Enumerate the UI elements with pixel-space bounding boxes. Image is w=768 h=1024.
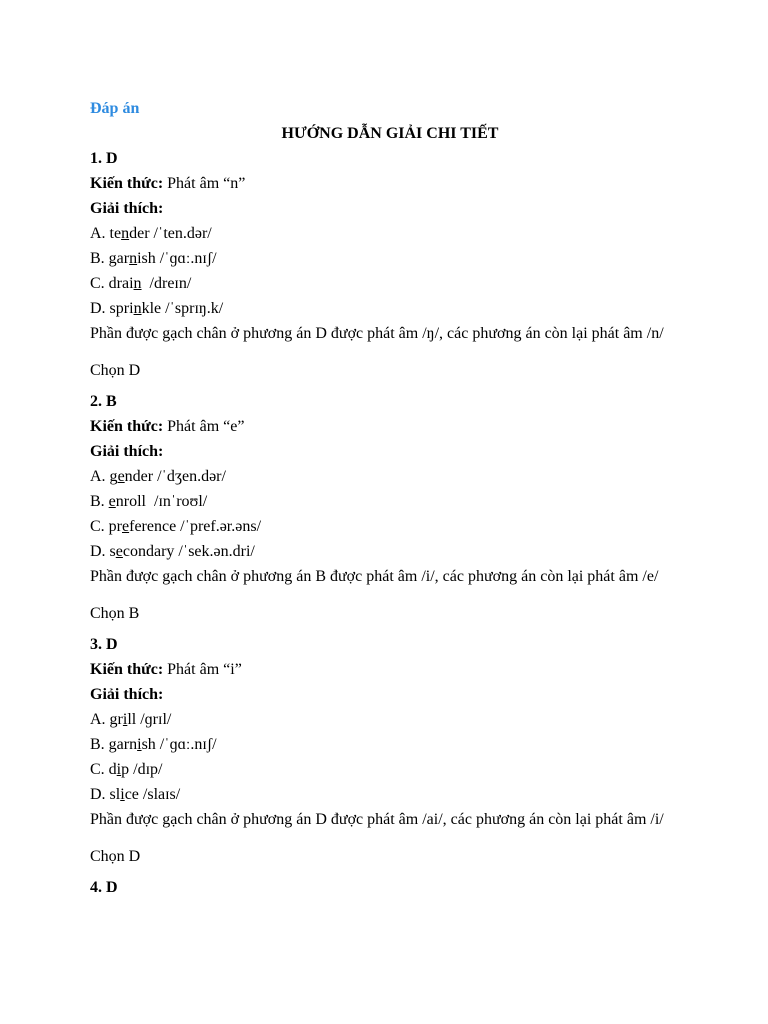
option-text: C. drai [90, 275, 134, 292]
underlined-letter: i [116, 761, 122, 778]
option-text: C. pr [90, 518, 122, 535]
option-d [90, 782, 690, 807]
option-text: /dreɪn/ [141, 275, 192, 292]
option-text: nroll /ɪnˈroʊl/ [115, 493, 208, 510]
option-text: ce /slaɪs/ [124, 786, 181, 803]
option-text: ference /ˈpref.ər.əns/ [129, 518, 262, 535]
option-a [90, 221, 690, 246]
underlined-letter: n [121, 225, 130, 242]
knowledge-label: Kiến thức: [90, 175, 164, 192]
option-text: sh /ˈɡɑː.nɪʃ/ [141, 736, 217, 753]
option-text: condary /ˈsek.ən.dri/ [122, 543, 255, 560]
conclusion-text: Phần được gạch chân ở phương án B được phát âm /i/, các phương án còn lại phát âm /e/ [90, 568, 659, 585]
option-text: A. gr [90, 711, 123, 728]
option-text: kle /ˈsprɪŋ.k/ [141, 300, 224, 317]
underlined-letter: i [120, 786, 125, 803]
conclusion-text: Phần được gạch chân ở phương án D được phát âm /ŋ/, các phương án còn lại phát âm /n/ [90, 325, 664, 342]
question-block-3 [90, 632, 690, 875]
option-text: A. te [90, 225, 122, 242]
option-text: D. s [90, 543, 116, 560]
knowledge-text: Phát âm “i” [163, 661, 242, 678]
underlined-letter: i [122, 711, 128, 728]
option-text: B. gar [90, 250, 130, 267]
explanation-label: Giải thích: [90, 443, 164, 460]
option-c [90, 271, 690, 296]
option-text: der /ˈten.dər/ [129, 225, 212, 242]
question-block-1 [90, 146, 690, 389]
option-text: B. garn [90, 736, 138, 753]
conclusion-text: Phần được gạch chân ở phương án D được phát âm /ai/, các phương án còn lại phát âm /i/ [90, 811, 664, 828]
choice-text: Chọn B [90, 605, 140, 622]
option-d [90, 296, 690, 321]
option-text: nder /ˈdʒen.dər/ [124, 468, 226, 485]
choice-text: Chọn D [90, 848, 141, 865]
option-text: D. sl [90, 786, 121, 803]
option-c [90, 757, 690, 782]
option-text: ish /ˈɡɑː.nɪʃ/ [137, 250, 217, 267]
option-text: A. g [90, 468, 118, 485]
answer-label: Đáp án [90, 100, 140, 117]
question-block-2 [90, 389, 690, 632]
option-a [90, 707, 690, 732]
question-heading: 4. D [90, 879, 118, 896]
document-page [90, 96, 690, 900]
underlined-letter: e [108, 493, 116, 510]
option-d [90, 539, 690, 564]
option-c [90, 514, 690, 539]
question-heading: 1. D [90, 150, 118, 167]
knowledge-text: Phát âm “n” [163, 175, 246, 192]
knowledge-label: Kiến thức: [90, 418, 164, 435]
guide-title: HƯỚNG DẪN GIẢI CHI TIẾT [281, 125, 499, 142]
knowledge-text: Phát âm “e” [163, 418, 245, 435]
option-text: p /dɪp/ [121, 761, 163, 778]
option-a [90, 464, 690, 489]
knowledge-label: Kiến thức: [90, 661, 164, 678]
option-b [90, 489, 690, 514]
underlined-letter: e [122, 518, 130, 535]
underlined-letter: i [137, 736, 142, 753]
explanation-label: Giải thích: [90, 686, 164, 703]
option-text: ll /ɡrɪl/ [127, 711, 172, 728]
explanation-label: Giải thích: [90, 200, 164, 217]
knowledge-line [90, 414, 690, 439]
option-text: D. spri [90, 300, 134, 317]
question-block-4 [90, 875, 690, 900]
choice-text: Chọn D [90, 362, 141, 379]
option-text: C. d [90, 761, 117, 778]
option-text: B. [90, 493, 109, 510]
knowledge-line [90, 657, 690, 682]
option-b [90, 732, 690, 757]
underlined-letter: n [133, 275, 142, 292]
knowledge-line [90, 171, 690, 196]
option-b [90, 246, 690, 271]
question-heading: 2. B [90, 393, 117, 410]
underlined-letter: n [133, 300, 142, 317]
underlined-letter: e [117, 468, 125, 485]
question-heading: 3. D [90, 636, 118, 653]
underlined-letter: e [115, 543, 123, 560]
underlined-letter: n [129, 250, 138, 267]
